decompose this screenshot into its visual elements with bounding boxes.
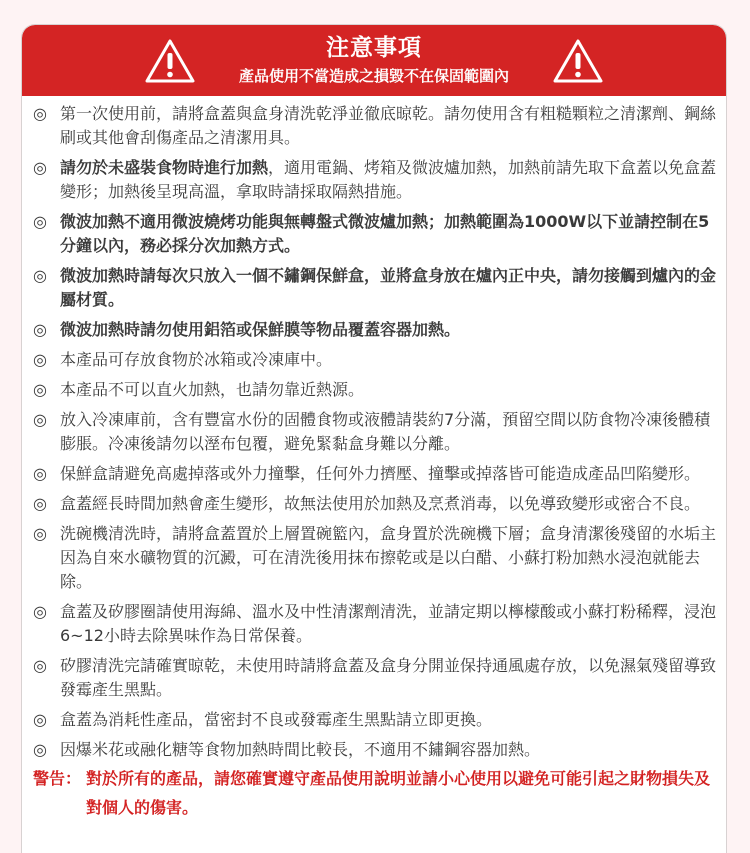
list-item	[33, 264, 723, 312]
item-text: 第一次使用前，請將盒蓋與盒身清洗乾淨並徹底晾乾。請勿使用含有粗糙顆粒之清潔劑、鋼絲刷或其他會刮傷產品之清潔用具。	[60, 104, 717, 147]
list-item	[33, 210, 723, 258]
list-item	[33, 156, 723, 204]
list-item	[33, 708, 723, 732]
bullet-icon: ◎	[33, 380, 47, 399]
item-text: 保鮮盒請避免高處掉落或外力撞擊，任何外力擠壓、撞擊或掉落皆可能造成產品凹陷變形。	[60, 464, 701, 483]
list-item	[33, 348, 723, 372]
bullet-icon: ◎	[33, 524, 47, 543]
item-text: 放入冷凍庫前，含有豐富水份的固體食物或液體請裝約7分滿，預留空間以防食物冷凍後體積膨脹。冷凍後請勿以溼布包覆，避免緊黏盒身難以分離。	[60, 410, 711, 453]
notice-title: 注意事項	[326, 35, 422, 61]
list-item	[33, 738, 723, 762]
item-bold-text: 微波加熱不適用微波燒烤功能與無轉盤式微波爐加熱；加熱範圍為1000W以下並請控制在5分鐘以內，務必採分次加熱方式。	[60, 212, 710, 255]
bullet-icon: ◎	[33, 494, 47, 513]
list-item	[33, 408, 723, 456]
bullet-icon: ◎	[33, 212, 47, 231]
item-text: 洗碗機清洗時，請將盒蓋置於上層置碗籃內，盒身置於洗碗機下層；盒身清潔後殘留的水垢主因為自來水礦物質的沉澱，可在清洗後用抹布擦乾或是以白醋、小蘇打粉加熱水浸泡就能去除。	[60, 524, 717, 591]
list-item	[33, 600, 723, 648]
item-bold-text: 微波加熱時請勿使用鋁箔或保鮮膜等物品覆蓋容器加熱。	[60, 320, 461, 339]
notice-subtitle: 產品使用不當造成之損毀不在保固範圍內	[238, 67, 509, 85]
bullet-icon: ◎	[33, 266, 47, 285]
bullet-icon: ◎	[33, 410, 47, 429]
warning-text: 對於所有的產品，請您確實遵守產品使用說明並請小心使用以避免可能引起之財物損失及對個人的傷害。	[86, 769, 711, 817]
item-text: 因爆米花或融化糖等食物加熱時間比較長，不適用不鏽鋼容器加熱。	[60, 740, 541, 759]
warning-label: 警告：	[33, 769, 82, 788]
item-text: 本產品可存放食物於冰箱或冷凍庫中。	[60, 350, 333, 369]
list-item	[33, 378, 723, 402]
item-bold-text: 請勿於未盛裝食物時進行加熱	[60, 158, 269, 177]
bullet-icon: ◎	[33, 710, 47, 729]
bullet-icon: ◎	[33, 158, 47, 177]
list-item	[33, 102, 723, 150]
list-item	[33, 492, 723, 516]
bullet-icon: ◎	[33, 740, 47, 759]
item-bold-text: 微波加熱時請每次只放入一個不鏽鋼保鮮盒，並將盒身放在爐內正中央，請勿接觸到爐內的金屬材質。	[60, 266, 717, 309]
item-text: 矽膠清洗完請確實晾乾，未使用時請將盒蓋及盒身分開並保持通風處存放，以免濕氣殘留導致發霉產生黑點。	[60, 656, 717, 699]
bullet-icon: ◎	[33, 656, 47, 675]
item-text: 盒蓋及矽膠圈請使用海綿、溫水及中性清潔劑清洗，並請定期以檸檬酸或小蘇打粉稀釋，浸泡6~12小時去除異味作為日常保養。	[60, 602, 717, 645]
warning-triangle-icon	[552, 38, 604, 84]
list-item	[33, 654, 723, 702]
warning-note	[33, 764, 723, 822]
bullet-icon: ◎	[33, 350, 47, 369]
item-text: 本產品不可以直火加熱，也請勿靠近熱源。	[60, 380, 365, 399]
bullet-icon: ◎	[33, 602, 47, 621]
notice-header	[22, 25, 726, 96]
notice-card	[21, 24, 727, 853]
bullet-icon: ◎	[33, 464, 47, 483]
item-text: ，適用電鍋、烤箱及微波爐加熱，加熱前請先取下盒蓋以免盒蓋變形；加熱後呈現高溫，拿取時請採取隔熱措施。	[60, 158, 717, 201]
item-text: 盒蓋經長時間加熱會產生變形，故無法使用於加熱及烹煮消毒，以免導致變形或密合不良。	[60, 494, 701, 513]
list-item	[33, 522, 723, 594]
list-item	[33, 318, 723, 342]
bullet-icon: ◎	[33, 104, 47, 123]
list-item	[33, 462, 723, 486]
item-text: 盒蓋為消耗性產品，當密封不良或發霉產生黑點請立即更換。	[60, 710, 493, 729]
notice-list	[33, 102, 723, 822]
bullet-icon: ◎	[33, 320, 47, 339]
